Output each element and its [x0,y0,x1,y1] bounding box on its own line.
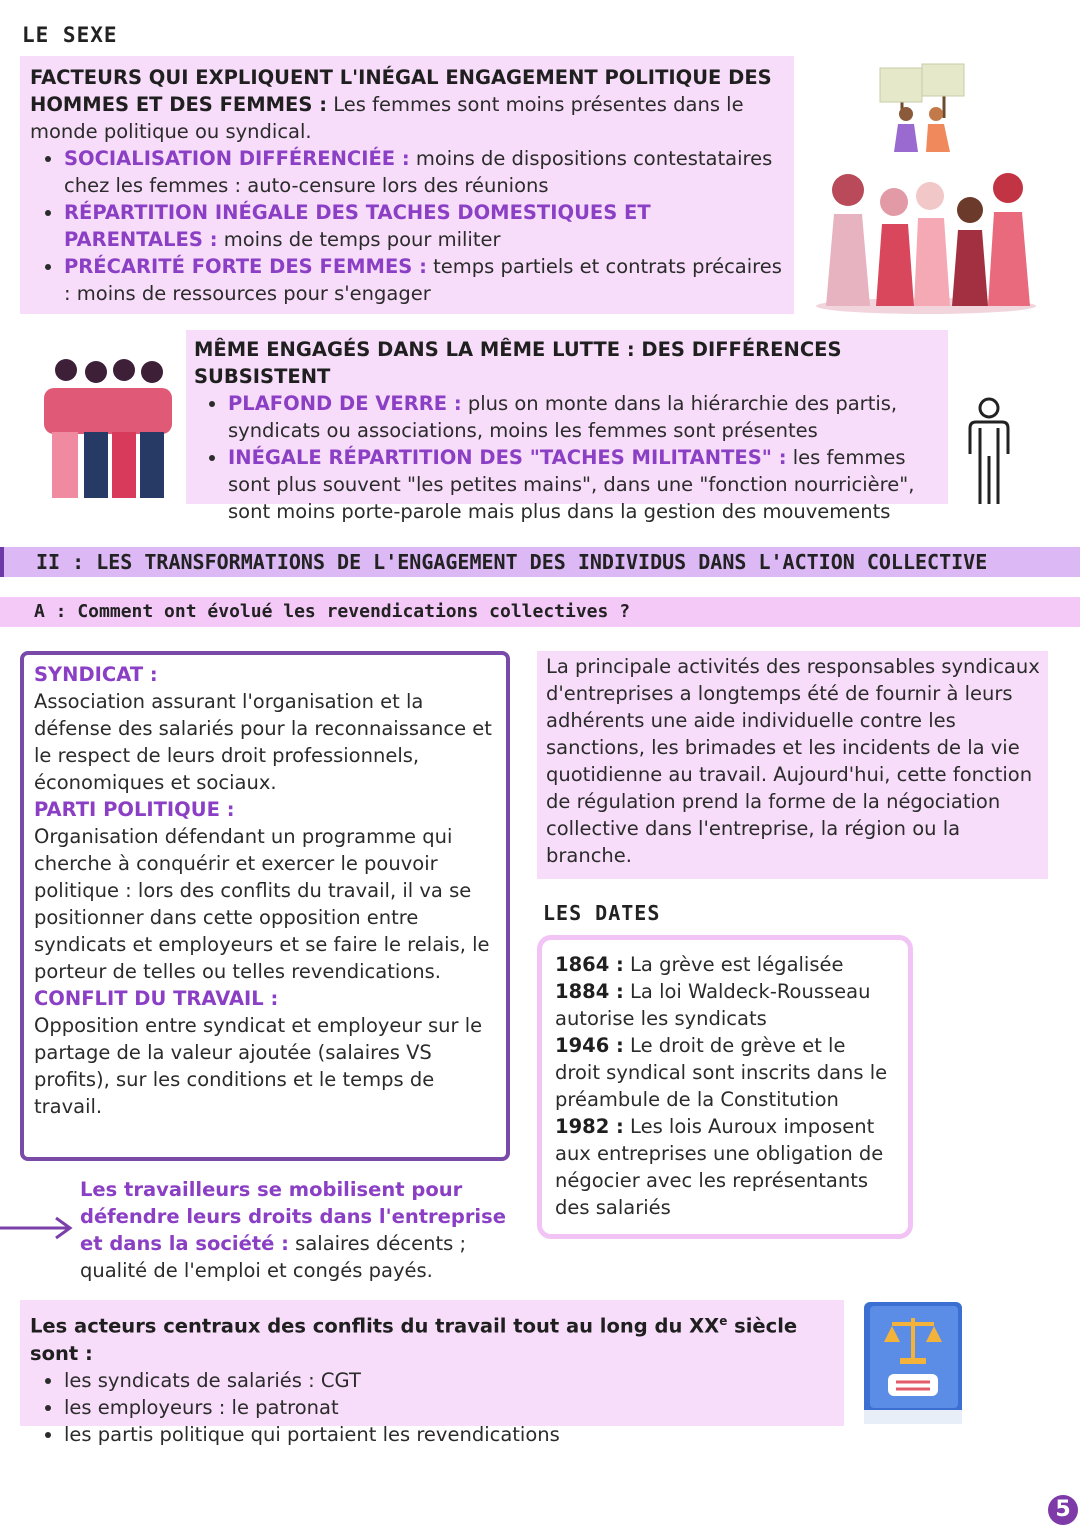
factor-text: temps partiels et contrats précaires : moins de ressources pour s'engager [64,255,782,305]
activity-text: La principale activités des responsables syndicaux d'entreprises a longtemps été de fournir à leurs adhérents une aide individuelle contre les sanctions, les brimades et les incidents de la vie quotidienne au travail. Aujourd'hui, cette fonction de régulation prend la forme de la négociation collective dans l'entreprise, la région ou la branche. [546,655,1040,867]
struggle-box [186,330,948,523]
mobilisation-detail: salaires décents ; qualité de l'emploi et congés payés. [80,1232,467,1282]
dates-title: LES DATES [543,901,661,925]
mobilisation-strong: Les travailleurs se mobilisent pour défendre leurs droits dans l'entreprise et dans la société : [80,1178,506,1255]
date-entry [555,1113,896,1221]
law-book-icon [862,1300,964,1428]
list-item [228,390,938,444]
list-item [64,199,784,253]
date-text: Le droit de grève et le droit syndical sont inscrits dans le préambule de la Constitution [555,1034,888,1111]
women-hugging-illustration [40,356,176,506]
arrow-right-icon [0,1216,76,1240]
struggle-heading: MÊME ENGAGÉS DANS LA MÊME LUTTE : DES DIFFÉRENCES SUBSISTENT [194,338,842,388]
factor-term: PRÉCARITÉ FORTE DES FEMMES : [64,255,427,278]
definition-term: CONFLIT DU TRAVAIL : [34,987,279,1010]
actors-heading-sup: e [719,1314,728,1328]
struggle-text: les femmes sont plus souvent "les petites mains", dans une "fonction nourricière", sont moins porte-parole mais plus dans la gestion des mouvements [228,446,915,523]
date-text: La loi Waldeck-Rousseau autorise les syndicats [555,980,871,1030]
factor-text: moins de dispositions contestataires chez les femmes : auto-censure lors des réunions [64,147,773,197]
list-item [64,145,784,199]
section-heading-2: II : LES TRANSFORMATIONS DE L'ENGAGEMENT DES INDIVIDUS DANS L'ACTION COLLECTIVE [0,547,1080,577]
date-text: Les lois Auroux imposent aux entreprises une obligation de négocier avec les représentants des salariés [555,1115,884,1219]
list-item: • les partis politique qui portaient les revendications [64,1421,834,1448]
definition-text: Association assurant l'organisation et la défense des salariés pour la reconnaissance et le respect de leurs droit professionnels, économiques et sociaux. [34,690,492,794]
definition-text: Organisation défendant un programme qui cherche à conquérir et exercer le pouvoir politique : lors des conflits du travail, il va se positionner dans cette opposition entre syndicats et employeurs et se faire le relais, le porteur de telles ou telles revendications. [34,825,490,983]
women-group-illustration [812,166,1040,314]
definitions-box [20,651,510,1161]
list-item [64,253,784,307]
factor-text: moins de temps pour militer [217,228,501,251]
definition-text: Opposition entre syndicat et employeur sur le partage de la valeur ajoutée (salaires VS profits), sur les conditions et le temps de travail. [34,1014,483,1118]
factor-term: SOCIALISATION DIFFÉRENCIÉE : [64,147,410,170]
actors-heading [30,1308,834,1367]
person-outline-icon [964,396,1014,508]
list-item: • les employeurs : le patronat [64,1394,834,1421]
actors-heading-end: siècle sont : [30,1314,798,1365]
list-item: • les syndicats de salariés : CGT [64,1367,834,1394]
factors-intro: Les femmes sont moins présentes dans le monde politique ou syndical. [30,93,744,143]
definition-term: PARTI POLITIQUE : [34,798,235,821]
factors-heading: FACTEURS QUI EXPLIQUENT L'INÉGAL ENGAGEMENT POLITIQUE DES HOMMES ET DES FEMMES : [30,66,772,116]
date-text: La grève est légalisée [623,953,844,976]
activity-box [537,651,1048,879]
section-title-sexe: LE SEXE [22,23,118,47]
struggle-term: PLAFOND DE VERRE : [228,392,462,415]
struggle-text: plus on monte dans la hiérarchie des partis, syndicats ou associations, moins les femmes sont présentes [228,392,898,442]
date-year: 1864 : [555,953,624,976]
factors-list [30,145,784,307]
date-entry [555,978,896,1032]
date-year: 1946 : [555,1034,624,1057]
actors-heading-main: Les acteurs centraux des conflits du travail tout au long du XX [30,1314,720,1338]
factors-box [20,56,794,314]
date-entry [555,1032,896,1113]
mobilisation-text [80,1176,510,1284]
protest-signs-illustration [872,60,972,156]
dates-box [537,935,913,1239]
subsection-heading-a: A : Comment ont évolué les revendications collectives ? [0,597,1080,627]
date-entry [555,951,896,978]
date-year: 1884 : [555,980,624,1003]
actors-list [30,1367,834,1448]
factor-term: RÉPARTITION INÉGALE DES TACHES DOMESTIQUES ET PARENTALES : [64,201,651,251]
struggle-list [194,390,938,525]
list-item [228,444,938,525]
page-number: 5 [1048,1495,1078,1525]
struggle-term: INÉGALE RÉPARTITION DES "TACHES MILITANTES" : [228,446,787,469]
actors-box [20,1300,844,1446]
definition-term: SYNDICAT : [34,663,158,686]
date-year: 1982 : [555,1115,624,1138]
